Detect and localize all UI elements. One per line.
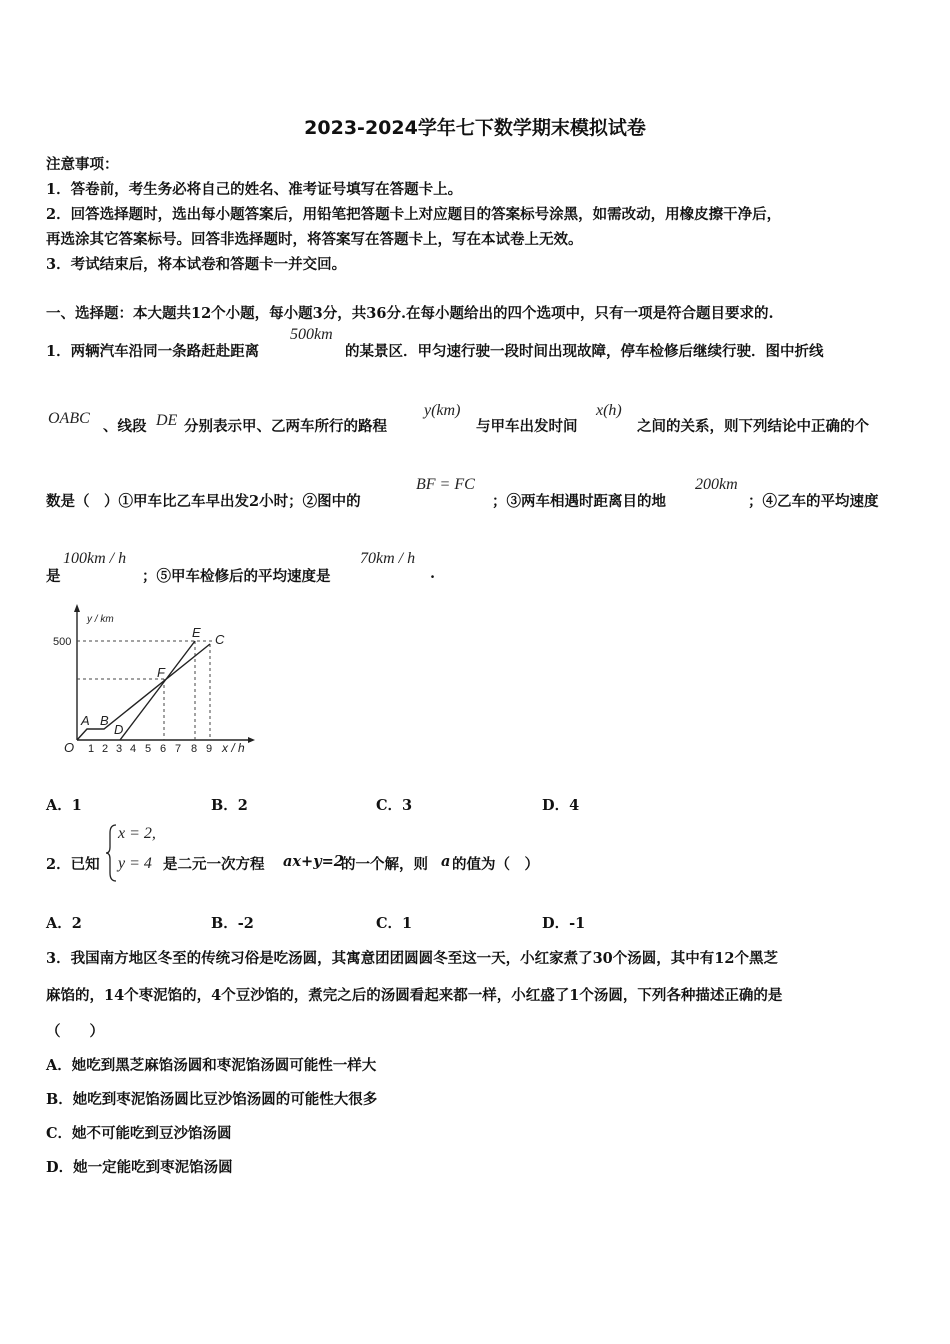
point-a-label: A [81, 713, 90, 728]
q3-option-a[interactable]: A．她吃到黑芝麻馅汤圆和枣泥馅汤圆可能性一样大 [46, 1057, 377, 1074]
line-oabc [77, 644, 210, 740]
y-axis-label: y / km [87, 614, 114, 625]
q2-equation: ax+y=2 [283, 853, 344, 870]
notice-heading: 注意事项： [46, 156, 119, 173]
q1-text: 数是（ ）①甲车比乙车早出发2小时；②图中的 [46, 493, 361, 510]
q1-math-de: DE [156, 412, 178, 429]
x-tick: 2 [102, 743, 109, 755]
q2-text: 是二元一次方程 [163, 856, 265, 873]
q2-option-d[interactable]: D．-1 [542, 915, 586, 932]
q3-text: 3．我国南方地区冬至的传统习俗是吃汤圆，其寓意团团圆圆冬至这一天，小红家煮了30个汤圆，其中有12个黑芝 [46, 950, 778, 967]
q2-prefix: 2．已知 [46, 856, 100, 873]
x-tick: 3 [116, 743, 123, 755]
q1-text: 、线段 [103, 418, 147, 435]
origin-label: O [64, 740, 75, 755]
q2-option-a[interactable]: A．2 [46, 915, 82, 932]
q2-option-b[interactable]: B．-2 [211, 915, 254, 932]
point-c-label: C [215, 632, 225, 647]
distance-time-graph [50, 600, 260, 760]
q1-option-c[interactable]: C．3 [376, 797, 413, 814]
x-axis-arrow [248, 737, 255, 743]
x-tick: 4 [130, 743, 137, 755]
point-f-label: F [157, 665, 165, 680]
q1-option-a[interactable]: A．1 [46, 797, 82, 814]
y-tick-500: 500 [53, 636, 72, 648]
q1-text: ；④乙车的平均速度 [748, 493, 879, 510]
point-d-label: D [114, 722, 124, 737]
q1-math-100kmh: 100km / h [63, 550, 127, 567]
q1-math-70kmh: 70km / h [360, 550, 416, 567]
line-de [120, 641, 195, 740]
q1-text: . [430, 565, 436, 582]
q1-math-200km: 200km [695, 476, 738, 493]
x-axis-label: x / h [222, 741, 245, 755]
q1-math-ykm: y(km) [424, 402, 461, 419]
x-tick: 8 [191, 743, 198, 755]
x-tick: 5 [145, 743, 152, 755]
q2-text: 的值为（ ） [452, 856, 539, 873]
q1-math-500km: 500km [290, 326, 333, 343]
system-brace [104, 823, 118, 883]
q2-text: 的一个解，则 [341, 856, 428, 873]
q1-text: ；③两车相遇时距离目的地 [492, 493, 666, 510]
q1-text: 1．两辆汽车沿同一条路赶赴距离 [46, 343, 260, 360]
notice-item: 3．考试结束后，将本试卷和答题卡一并交回。 [46, 256, 347, 273]
q2-equation-y: y = 4 [118, 855, 152, 872]
q1-text: ；⑤甲车检修后的平均速度是 [142, 568, 331, 585]
q1-text: 分别表示甲、乙两车所行的路程 [184, 418, 387, 435]
q3-text: （ ） [46, 1023, 104, 1040]
point-e-label: E [192, 625, 201, 640]
q1-option-d[interactable]: D．4 [542, 797, 580, 814]
x-tick: 1 [88, 743, 95, 755]
x-tick: 9 [206, 743, 213, 755]
q3-option-d[interactable]: D．她一定能吃到枣泥馅汤圆 [46, 1159, 233, 1176]
q3-option-b[interactable]: B．她吃到枣泥馅汤圆比豆沙馅汤圆的可能性大很多 [46, 1091, 378, 1108]
q3-option-c[interactable]: C．她不可能吃到豆沙馅汤圆 [46, 1125, 232, 1142]
notice-item: 2．回答选择题时，选出每小题答案后，用铅笔把答题卡上对应题目的答案标号涂黑，如需改动，用橡皮擦干净后， [46, 206, 782, 223]
q1-text: 之间的关系，则下列结论中正确的个 [637, 418, 869, 435]
q1-math-xh: x(h) [596, 402, 622, 419]
q3-text: 麻馅的，14个枣泥馅的，4个豆沙馅的，煮完之后的汤圆看起来都一样，小红盛了1个汤圆，下列各种描述正确的是 [46, 987, 783, 1004]
x-tick: 7 [175, 743, 182, 755]
point-b-label: B [100, 713, 109, 728]
notice-item: 再选涂其它答案标号。回答非选择题时，将答案写在答题卡上，写在本试卷上无效。 [46, 231, 583, 248]
q1-math-bffc: BF = FC [416, 476, 475, 493]
y-axis-arrow [74, 604, 80, 612]
q2-variable: a [441, 853, 451, 870]
x-tick: 6 [160, 743, 167, 755]
page-title: 2023-2024学年七下数学期末模拟试卷 [304, 117, 646, 139]
q2-equation-x: x = 2, [118, 825, 156, 842]
q1-math-oabc: OABC [48, 410, 90, 427]
notice-item: 1．答卷前，考生务必将自己的姓名、准考证号填写在答题卡上。 [46, 181, 463, 198]
q1-text: 是 [46, 568, 61, 585]
q1-option-b[interactable]: B．2 [211, 797, 248, 814]
q1-text: 与甲车出发时间 [476, 418, 578, 435]
q2-option-c[interactable]: C．1 [376, 915, 413, 932]
section-heading: 一、选择题：本大题共12个小题，每小题3分，共36分.在每小题给出的四个选项中，只有一项是符合题目要求的. [46, 305, 774, 322]
q1-text: 的某景区．甲匀速行驶一段时间出现故障，停车检修后继续行驶．图中折线 [345, 343, 824, 360]
